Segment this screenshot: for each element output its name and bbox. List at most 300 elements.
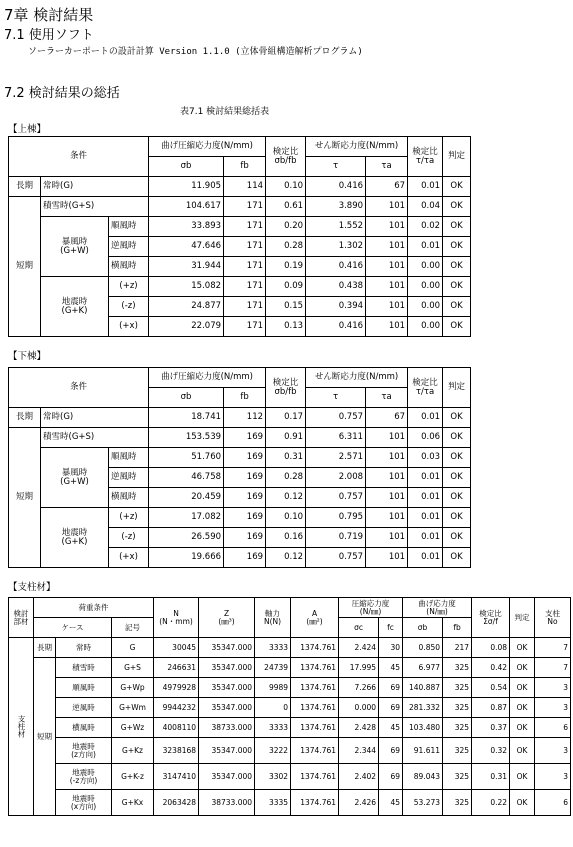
value-cell: 0.00 <box>408 297 443 317</box>
header-area: A (㎜²) <box>291 598 339 638</box>
table-row <box>9 277 471 297</box>
value-cell: 3.890 <box>306 197 366 217</box>
value-cell: 325 <box>443 738 472 764</box>
value-cell: 35347.000 <box>199 764 255 790</box>
table-row <box>9 428 471 448</box>
table-row <box>9 197 471 217</box>
header-fb: fb <box>443 618 472 638</box>
header-row <box>9 598 571 618</box>
value-cell: 169 <box>224 548 266 568</box>
subcase-wind: 順風時 <box>109 448 149 468</box>
value-cell: 325 <box>443 718 472 738</box>
value-cell: OK <box>443 468 471 488</box>
value-cell: OK <box>443 217 471 237</box>
value-cell: 0.00 <box>408 257 443 277</box>
header-condition: 条件 <box>9 137 149 177</box>
value-cell: 0.91 <box>266 428 306 448</box>
value-cell: 0 <box>255 698 291 718</box>
value-cell: 0.01 <box>408 548 443 568</box>
value-cell: 0.757 <box>306 408 366 428</box>
value-cell: 101 <box>366 468 408 488</box>
value-cell: 325 <box>443 764 472 790</box>
chapter-title: 7章 検討結果 <box>4 6 94 24</box>
value-cell: 横風時 <box>56 718 112 738</box>
value-cell: 101 <box>366 257 408 277</box>
subcase-wind: 横風時 <box>109 257 149 277</box>
value-cell: 0.06 <box>408 428 443 448</box>
upper-building-table <box>8 136 471 337</box>
value-cell: 171 <box>224 277 266 297</box>
table-row <box>9 658 571 678</box>
value-cell: 1374.761 <box>291 698 339 718</box>
subcase-quake: (+z) <box>109 277 149 297</box>
value-cell: 24739 <box>255 658 291 678</box>
value-cell: 325 <box>443 790 472 816</box>
value-cell: 0.61 <box>266 197 306 217</box>
value-cell: 140.887 <box>403 678 443 698</box>
value-cell: 38733.000 <box>199 718 255 738</box>
value-cell: 3 <box>535 698 571 718</box>
value-cell: 101 <box>366 197 408 217</box>
value-cell: 0.10 <box>266 508 306 528</box>
value-cell: 0.12 <box>266 488 306 508</box>
value-cell: 0.795 <box>306 508 366 528</box>
header-condition: 条件 <box>9 368 149 408</box>
value-cell: 6 <box>535 718 571 738</box>
value-cell: 51.760 <box>149 448 224 468</box>
value-cell: 0.02 <box>408 217 443 237</box>
value-cell: 169 <box>224 448 266 468</box>
value-cell: 30045 <box>154 638 199 658</box>
value-cell: 1374.761 <box>291 738 339 764</box>
value-cell: 6.311 <box>306 428 366 448</box>
value-cell: 地震時 (z方向) <box>56 738 112 764</box>
value-cell: 101 <box>366 217 408 237</box>
value-cell: 101 <box>366 508 408 528</box>
header-judgement: 判定 <box>443 368 471 408</box>
value-cell: 325 <box>443 658 472 678</box>
value-cell: 0.22 <box>472 790 510 816</box>
value-cell: 30 <box>379 638 403 658</box>
value-cell: 169 <box>224 428 266 448</box>
value-cell: 3222 <box>255 738 291 764</box>
value-cell: OK <box>443 428 471 448</box>
value-cell: 217 <box>443 638 472 658</box>
value-cell: 31.944 <box>149 257 224 277</box>
header-tau: τ <box>306 388 366 408</box>
table-row <box>9 678 571 698</box>
section-title-summary: 7.2 検討結果の総括 <box>4 86 120 101</box>
column-member-table <box>8 597 571 816</box>
table-row <box>9 698 571 718</box>
subcase-quake: (-z) <box>109 528 149 548</box>
header-ratio-bending: 検定比 σb/fb <box>266 137 306 177</box>
header-member: 検討 部材 <box>9 598 34 638</box>
value-cell: 0.416 <box>306 257 366 277</box>
value-cell: 153.539 <box>149 428 224 448</box>
term-short: 短期 <box>34 658 56 816</box>
value-cell: 0.01 <box>408 177 443 197</box>
header-column-no: 支柱 No <box>535 598 571 638</box>
subcase-wind: 逆風時 <box>109 468 149 488</box>
value-cell: 101 <box>366 297 408 317</box>
table-row <box>9 408 471 428</box>
value-cell: OK <box>510 638 535 658</box>
value-cell: G+Wm <box>112 698 154 718</box>
value-cell: OK <box>443 448 471 468</box>
case-wind: 暴風時 (G+W) <box>41 448 109 508</box>
value-cell: 24.877 <box>149 297 224 317</box>
value-cell: 3302 <box>255 764 291 790</box>
value-cell: 67 <box>366 408 408 428</box>
header-row <box>9 368 471 388</box>
table-row <box>9 217 471 237</box>
header-ratio: 検定比 Σσ/f <box>472 598 510 638</box>
term-long: 長期 <box>9 177 41 197</box>
value-cell: 101 <box>366 317 408 337</box>
value-cell: G+Wp <box>112 678 154 698</box>
header-row <box>9 137 471 157</box>
value-cell: 103.480 <box>403 718 443 738</box>
value-cell: 35347.000 <box>199 678 255 698</box>
value-cell: 0.32 <box>472 738 510 764</box>
value-cell: G+Wz <box>112 718 154 738</box>
value-cell: 69 <box>379 678 403 698</box>
value-cell: 69 <box>379 738 403 764</box>
value-cell: 7 <box>535 658 571 678</box>
value-cell: OK <box>443 317 471 337</box>
value-cell: 38733.000 <box>199 790 255 816</box>
table-row <box>9 448 471 468</box>
value-cell: OK <box>510 764 535 790</box>
value-cell: 45 <box>379 658 403 678</box>
value-cell: 112 <box>224 408 266 428</box>
member-column: 支柱材 <box>9 638 34 816</box>
header-section-modulus: Z (㎜³) <box>199 598 255 638</box>
value-cell: 逆風時 <box>56 698 112 718</box>
value-cell: 0.719 <box>306 528 366 548</box>
value-cell: 2.402 <box>339 764 379 790</box>
header-taua: τa <box>366 157 408 177</box>
subcase-quake: (+z) <box>109 508 149 528</box>
table-caption: 表7.1 検討結果総括表 <box>180 107 270 117</box>
value-cell: G <box>112 638 154 658</box>
value-cell: 101 <box>366 528 408 548</box>
value-cell: OK <box>510 658 535 678</box>
value-cell: 0.28 <box>266 237 306 257</box>
value-cell: 20.459 <box>149 488 224 508</box>
value-cell: 2063428 <box>154 790 199 816</box>
value-cell: 0.19 <box>266 257 306 277</box>
value-cell: 常時 <box>56 638 112 658</box>
value-cell: 101 <box>366 428 408 448</box>
header-judgement: 判定 <box>443 137 471 177</box>
value-cell: 1374.761 <box>291 658 339 678</box>
value-cell: OK <box>510 790 535 816</box>
value-cell: 2.426 <box>339 790 379 816</box>
case-normal: 常時(G) <box>41 177 149 197</box>
value-cell: 171 <box>224 217 266 237</box>
value-cell: OK <box>443 177 471 197</box>
case-quake: 地震時 (G+K) <box>41 277 109 337</box>
value-cell: 2.428 <box>339 718 379 738</box>
value-cell: 2.571 <box>306 448 366 468</box>
value-cell: 0.757 <box>306 548 366 568</box>
value-cell: 3333 <box>255 718 291 738</box>
value-cell: 101 <box>366 448 408 468</box>
value-cell: 0.87 <box>472 698 510 718</box>
subcase-quake: (+x) <box>109 548 149 568</box>
value-cell: 3238168 <box>154 738 199 764</box>
value-cell: OK <box>443 408 471 428</box>
value-cell: OK <box>510 738 535 764</box>
value-cell: 15.082 <box>149 277 224 297</box>
value-cell: 89.043 <box>403 764 443 790</box>
header-load: 荷重条件 <box>34 598 154 618</box>
value-cell: G+K-z <box>112 764 154 790</box>
header-fb: fb <box>224 157 266 177</box>
value-cell: 0.416 <box>306 177 366 197</box>
value-cell: 169 <box>224 508 266 528</box>
value-cell: 101 <box>366 237 408 257</box>
header-bending: 曲げ圧縮応力度(N/mm) <box>149 368 266 388</box>
lower-building-table <box>8 367 471 568</box>
value-cell: 0.28 <box>266 468 306 488</box>
term-long: 長期 <box>9 408 41 428</box>
table-row <box>9 764 571 790</box>
value-cell: 17.995 <box>339 658 379 678</box>
value-cell: 2.344 <box>339 738 379 764</box>
value-cell: 11.905 <box>149 177 224 197</box>
value-cell: 67 <box>366 177 408 197</box>
value-cell: 6 <box>535 790 571 816</box>
value-cell: 26.590 <box>149 528 224 548</box>
value-cell: 45 <box>379 718 403 738</box>
value-cell: 33.893 <box>149 217 224 237</box>
case-snow: 積雪時(G+S) <box>41 197 149 217</box>
value-cell: 1.552 <box>306 217 366 237</box>
value-cell: 1374.761 <box>291 638 339 658</box>
lower-building-label: 【下棟】 <box>8 351 47 362</box>
header-taua: τa <box>366 388 408 408</box>
header-symbol: 記号 <box>112 618 154 638</box>
value-cell: 0.850 <box>403 638 443 658</box>
value-cell: 3 <box>535 738 571 764</box>
value-cell: 69 <box>379 764 403 790</box>
value-cell: 0.394 <box>306 297 366 317</box>
value-cell: OK <box>443 528 471 548</box>
value-cell: OK <box>510 678 535 698</box>
value-cell: OK <box>443 257 471 277</box>
value-cell: 17.082 <box>149 508 224 528</box>
value-cell: 171 <box>224 197 266 217</box>
term-short: 短期 <box>9 428 41 568</box>
value-cell: 35347.000 <box>199 698 255 718</box>
value-cell: 3147410 <box>154 764 199 790</box>
value-cell: 19.666 <box>149 548 224 568</box>
value-cell: 3 <box>535 764 571 790</box>
header-tau: τ <box>306 157 366 177</box>
value-cell: 7.266 <box>339 678 379 698</box>
header-case: ケース <box>34 618 112 638</box>
value-cell: 101 <box>366 277 408 297</box>
value-cell: 4008110 <box>154 718 199 738</box>
subcase-quake: (-z) <box>109 297 149 317</box>
value-cell: OK <box>443 488 471 508</box>
table-row <box>9 508 471 528</box>
value-cell: 325 <box>443 678 472 698</box>
term-short: 短期 <box>9 197 41 337</box>
header-sb: σb <box>403 618 443 638</box>
value-cell: 0.757 <box>306 488 366 508</box>
value-cell: 0.17 <box>266 408 306 428</box>
header-judgement: 判定 <box>510 598 535 638</box>
value-cell: 0.01 <box>408 237 443 257</box>
table-row <box>9 177 471 197</box>
header-ratio-shear: 検定比 τ/τa <box>408 368 443 408</box>
header-shear: せん断応力度(N/mm) <box>306 137 408 157</box>
value-cell: 53.273 <box>403 790 443 816</box>
value-cell: 46.758 <box>149 468 224 488</box>
value-cell: 0.13 <box>266 317 306 337</box>
value-cell: OK <box>443 508 471 528</box>
value-cell: OK <box>443 277 471 297</box>
value-cell: 1374.761 <box>291 764 339 790</box>
value-cell: G+Kz <box>112 738 154 764</box>
value-cell: 0.01 <box>408 488 443 508</box>
value-cell: 0.00 <box>408 277 443 297</box>
value-cell: 0.15 <box>266 297 306 317</box>
value-cell: 1374.761 <box>291 678 339 698</box>
value-cell: 171 <box>224 297 266 317</box>
case-wind: 暴風時 (G+W) <box>41 217 109 277</box>
value-cell: 325 <box>443 698 472 718</box>
value-cell: 169 <box>224 468 266 488</box>
value-cell: 0.54 <box>472 678 510 698</box>
value-cell: 9989 <box>255 678 291 698</box>
value-cell: 0.01 <box>408 468 443 488</box>
value-cell: 91.611 <box>403 738 443 764</box>
value-cell: 281.332 <box>403 698 443 718</box>
header-ratio-bending: 検定比 σb/fb <box>266 368 306 408</box>
value-cell: 0.31 <box>472 764 510 790</box>
value-cell: 0.12 <box>266 548 306 568</box>
header-fc: fc <box>379 618 403 638</box>
value-cell: 6.977 <box>403 658 443 678</box>
value-cell: 0.000 <box>339 698 379 718</box>
value-cell: 35347.000 <box>199 738 255 764</box>
value-cell: 35347.000 <box>199 658 255 678</box>
term-long: 長期 <box>34 638 56 658</box>
value-cell: 0.20 <box>266 217 306 237</box>
header-compression: 圧縮応力度 (N/㎜) <box>339 598 403 618</box>
upper-building-label: 【上棟】 <box>8 124 47 135</box>
value-cell: 22.079 <box>149 317 224 337</box>
subcase-quake: (+x) <box>109 317 149 337</box>
value-cell: 0.37 <box>472 718 510 738</box>
value-cell: 9944232 <box>154 698 199 718</box>
value-cell: 35347.000 <box>199 638 255 658</box>
value-cell: G+Kx <box>112 790 154 816</box>
value-cell: OK <box>443 237 471 257</box>
value-cell: 0.01 <box>408 408 443 428</box>
value-cell: OK <box>443 548 471 568</box>
case-snow: 積雪時(G+S) <box>41 428 149 448</box>
value-cell: 0.04 <box>408 197 443 217</box>
value-cell: 3 <box>535 678 571 698</box>
value-cell: 171 <box>224 317 266 337</box>
value-cell: 3333 <box>255 638 291 658</box>
table-row <box>9 790 571 816</box>
value-cell: 0.10 <box>266 177 306 197</box>
value-cell: 18.741 <box>149 408 224 428</box>
value-cell: 101 <box>366 488 408 508</box>
value-cell: OK <box>510 718 535 738</box>
header-shear: せん断応力度(N/mm) <box>306 368 408 388</box>
value-cell: 101 <box>366 548 408 568</box>
column-member-label: 【支柱材】 <box>8 582 56 593</box>
value-cell: 0.438 <box>306 277 366 297</box>
value-cell: 104.617 <box>149 197 224 217</box>
value-cell: OK <box>510 698 535 718</box>
value-cell: 169 <box>224 528 266 548</box>
value-cell: 1.302 <box>306 237 366 257</box>
header-sc: σc <box>339 618 379 638</box>
header-bending: 曲げ応力度 (N/㎜) <box>403 598 472 618</box>
value-cell: 0.416 <box>306 317 366 337</box>
value-cell: 0.00 <box>408 317 443 337</box>
subcase-wind: 順風時 <box>109 217 149 237</box>
header-ratio-shear: 検定比 τ/τa <box>408 137 443 177</box>
value-cell: 114 <box>224 177 266 197</box>
header-axial: 軸力 N(N) <box>255 598 291 638</box>
value-cell: 0.16 <box>266 528 306 548</box>
value-cell: OK <box>443 297 471 317</box>
value-cell: 0.08 <box>472 638 510 658</box>
value-cell: 順風時 <box>56 678 112 698</box>
section-title-software: 7.1 使用ソフト <box>4 28 94 43</box>
value-cell: 0.01 <box>408 508 443 528</box>
value-cell: 7 <box>535 638 571 658</box>
value-cell: 246631 <box>154 658 199 678</box>
value-cell: 2.424 <box>339 638 379 658</box>
value-cell: 0.42 <box>472 658 510 678</box>
value-cell: 45 <box>379 790 403 816</box>
value-cell: 171 <box>224 257 266 277</box>
header-moment: N (N・mm) <box>154 598 199 638</box>
value-cell: 地震時 (x方向) <box>56 790 112 816</box>
case-quake: 地震時 (G+K) <box>41 508 109 568</box>
value-cell: 3335 <box>255 790 291 816</box>
header-sb: σb <box>149 388 224 408</box>
value-cell: 47.646 <box>149 237 224 257</box>
table-row <box>9 638 571 658</box>
software-name: ソーラーカーポートの設計計算 Version 1.1.0 (立体骨組構造解析プログラム) <box>28 47 363 57</box>
header-fb: fb <box>224 388 266 408</box>
table-row <box>9 738 571 764</box>
value-cell: 1374.761 <box>291 718 339 738</box>
value-cell: 69 <box>379 698 403 718</box>
value-cell: 4979928 <box>154 678 199 698</box>
value-cell: OK <box>443 197 471 217</box>
value-cell: 地震時 (-z方向) <box>56 764 112 790</box>
header-bending: 曲げ圧縮応力度(N/mm) <box>149 137 266 157</box>
subcase-wind: 逆風時 <box>109 237 149 257</box>
value-cell: 1374.761 <box>291 790 339 816</box>
header-sb: σb <box>149 157 224 177</box>
value-cell: 積雪時 <box>56 658 112 678</box>
value-cell: 0.01 <box>408 528 443 548</box>
